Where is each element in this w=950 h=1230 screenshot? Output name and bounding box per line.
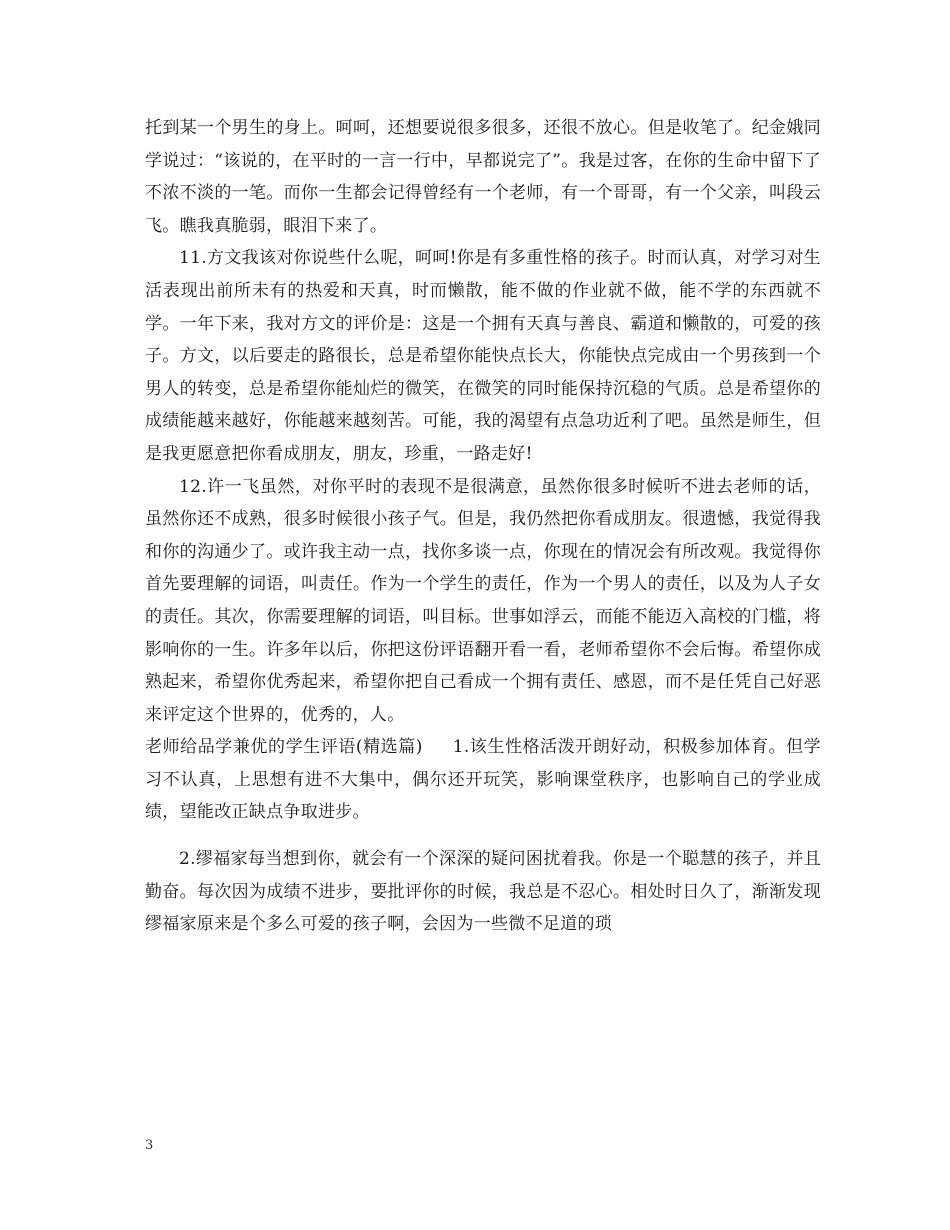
document-body: [145, 112, 821, 941]
section-item-1: 1.该生性格活泼开朗好动，积极参加体育。但学习不认真，上思想有进不大集中，偶尔还开玩笑，影响课堂秩序，也影响自己的学业成绩，望能改正缺点争取进步。: [145, 737, 821, 823]
paragraph-comment-2: 2.缪福家每当想到你，就会有一个深深的疑问困扰着我。你是一个聪慧的孩子，并且勤奋。每次因为成绩不进步，要批评你的时候，我总是不忍心。相处时日久了，渐渐发现缪福家原来是个多么可爱的孩子啊，会因为一些微不足道的琐: [145, 849, 821, 935]
section-heading-line: [145, 731, 821, 829]
section-heading: 老师给品学兼优的学生评语(精选篇): [145, 737, 423, 758]
page-number: 3: [145, 1138, 154, 1153]
paragraph-comment-11: 11.方文我该对你说些什么呢，呵呵!你是有多重性格的孩子。时而认真，对学习对生活表现出前所未有的热爱和天真，时而懒散，能不做的作业就不做，能不学的东西就不学。一年下来，我对方文的评价是：这是一个拥有天真与善良、霸道和懒散的，可爱的孩子。方文，以后要走的路很长，总是希望你能快点长大，你能快点完成由一个男孩到一个男人的转变，总是希望你能灿烂的微笑，在微笑的同时能保持沉稳的气质。总是希望你的成绩能越来越好，你能越来越刻苦。可能，我的渴望有点急功近利了吧。虽然是师生，但是我更愿意把你看成朋友，朋友，珍重，一路走好!: [145, 248, 821, 464]
paragraph-comment-12: 12.许一飞虽然，对你平时的表现不是很满意，虽然你很多时候听不进去老师的话，虽然你还不成熟，很多时候很小孩子气。但是，我仍然把你看成朋友。很遗憾，我觉得我和你的沟通少了。或许我主动一点，找你多谈一点，你现在的情况会有所改观。我觉得你首先要理解的词语，叫责任。作为一个学生的责任，作为一个男人的责任，以及为人子女的责任。其次，你需要理解的词语，叫目标。世事如浮云，而能不能迈入高校的门槛，将影响你的一生。许多年以后，你把这份评语翻开看一看，老师希望你不会后悔。希望你成熟起来，希望你优秀起来，希望你把自己看成一个拥有责任、感恩，而不是任凭自己好恶来评定这个世界的，优秀的，人。: [145, 476, 821, 725]
paragraph-continuation: 托到某一个男生的身上。呵呵，还想要说很多很多，还很不放心。但是收笔了。纪金娥同学说过：“该说的，在平时的一言一行中，早都说完了”。我是过客，在你的生命中留下了不浓不淡的一笔。而你一生都会记得曾经有一个老师，有一个哥哥，有一个父亲，叫段云飞。瞧我真脆弱，眼泪下来了。: [145, 118, 821, 236]
